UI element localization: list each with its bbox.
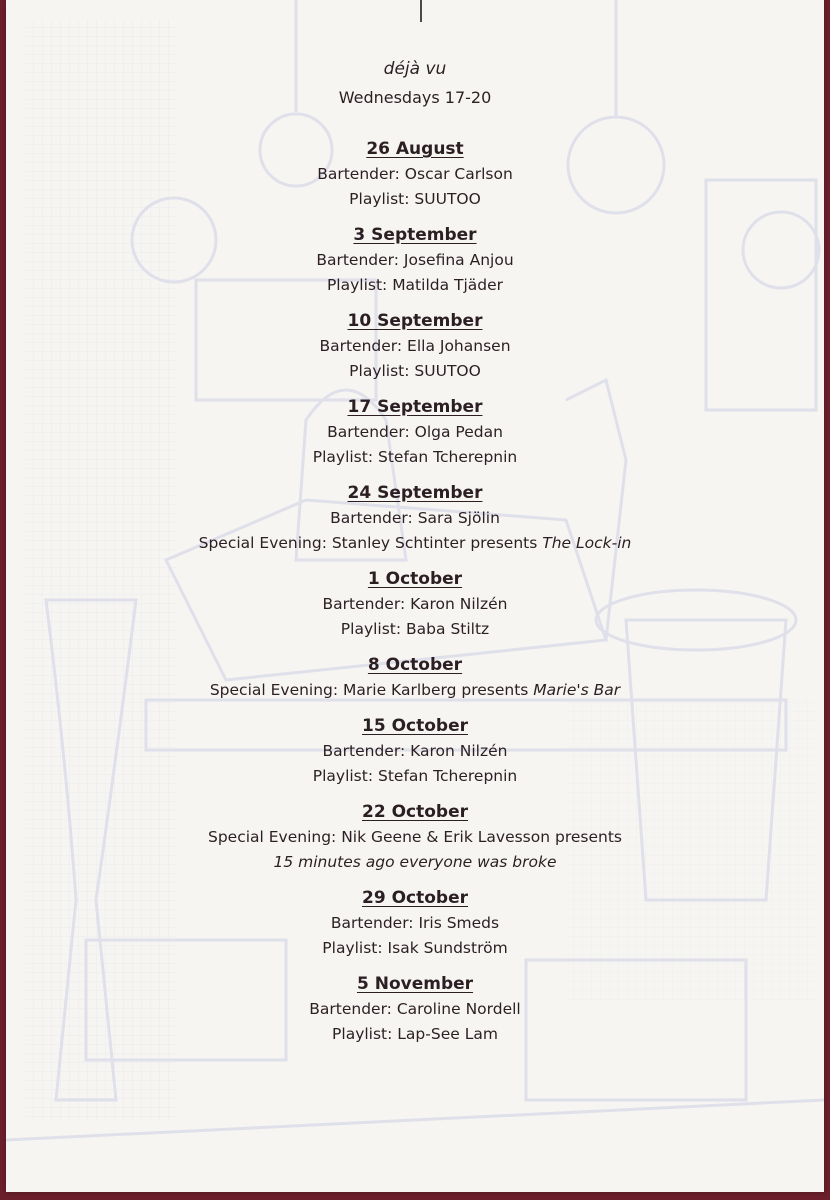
detail-value: Karon Nilzén xyxy=(410,595,508,613)
event-detail xyxy=(6,531,824,556)
detail-label: Playlist: xyxy=(322,939,388,957)
detail-label: Playlist: xyxy=(349,362,415,380)
event-list xyxy=(6,136,824,1047)
event-title: Marie's Bar xyxy=(533,681,621,699)
event-entry xyxy=(6,652,824,703)
detail-value: Matilda Tjäder xyxy=(392,276,504,294)
detail-value: Baba Stiltz xyxy=(406,620,490,638)
event-date: 8 October xyxy=(367,655,463,675)
detail-value: Stanley Schtinter presents xyxy=(331,534,543,552)
detail-value: Karon Nilzén xyxy=(410,742,508,760)
event-date: 5 November xyxy=(356,974,474,994)
detail-label: Bartender: xyxy=(322,742,411,760)
event-detail xyxy=(6,592,824,617)
detail-label: Bartender: xyxy=(330,509,418,527)
detail-value: SUUTOO xyxy=(414,362,481,380)
detail-value: Oscar Carlson xyxy=(404,165,513,183)
event-entry xyxy=(6,480,824,556)
event-detail xyxy=(6,420,824,445)
detail-label: Special Evening: xyxy=(209,681,344,699)
detail-value: Josefina Anjou xyxy=(403,251,514,269)
detail-label: Bartender: xyxy=(319,337,408,355)
opening-hours: Wednesdays 17-20 xyxy=(338,88,492,107)
detail-label: Bartender: xyxy=(327,423,415,441)
event-entry xyxy=(6,394,824,470)
event-date: 10 September xyxy=(347,311,483,331)
detail-value: Nik Geene & Erik Lavesson presents xyxy=(341,828,622,846)
detail-label: Bartender: xyxy=(309,1000,397,1018)
event-entry xyxy=(6,308,824,384)
event-detail xyxy=(6,825,824,850)
poster-sheet xyxy=(6,0,824,1192)
event-detail xyxy=(6,997,824,1022)
event-date: 22 October xyxy=(362,802,468,822)
event-title: The Lock-in xyxy=(542,534,632,552)
event-detail xyxy=(6,678,824,703)
detail-value: Lap-See Lam xyxy=(397,1025,498,1043)
event-detail xyxy=(6,187,824,212)
event-subtitle: 15 minutes ago everyone was broke xyxy=(273,853,557,871)
event-entry xyxy=(6,713,824,789)
detail-value: Olga Pedan xyxy=(414,423,503,441)
detail-label: Bartender: xyxy=(322,595,411,613)
event-date: 24 September xyxy=(347,483,483,503)
detail-value: Ella Johansen xyxy=(407,337,511,355)
detail-value: Stefan Tcherepnin xyxy=(378,448,518,466)
event-detail xyxy=(6,506,824,531)
detail-value: Caroline Nordell xyxy=(396,1000,521,1018)
detail-label: Playlist: xyxy=(312,448,378,466)
program-text xyxy=(6,56,824,1057)
detail-label: Playlist: xyxy=(326,276,393,294)
detail-value: Isak Sundström xyxy=(387,939,508,957)
event-date: 15 October xyxy=(362,716,468,736)
event-detail xyxy=(6,764,824,789)
event-detail xyxy=(6,359,824,384)
event-detail xyxy=(6,739,824,764)
detail-value: SUUTOO xyxy=(414,190,481,208)
event-entry xyxy=(6,136,824,212)
event-date: 26 August xyxy=(366,139,464,159)
detail-label: Playlist: xyxy=(312,767,378,785)
event-entry xyxy=(6,885,824,961)
hanging-pin xyxy=(420,0,422,22)
event-detail xyxy=(6,911,824,936)
event-detail xyxy=(6,1022,824,1047)
event-date: 29 October xyxy=(362,888,468,908)
detail-label: Special Evening: xyxy=(207,828,342,846)
event-detail xyxy=(6,445,824,470)
detail-value: Stefan Tcherepnin xyxy=(378,767,518,785)
event-date: 1 October xyxy=(367,569,463,589)
event-date: 17 September xyxy=(347,397,483,417)
event-detail xyxy=(6,936,824,961)
event-date: 3 September xyxy=(353,225,477,245)
detail-value: Iris Smeds xyxy=(418,914,500,932)
event-detail xyxy=(6,334,824,359)
event-detail xyxy=(6,248,824,273)
venue-title: déjà vu xyxy=(383,59,447,79)
detail-label: Bartender: xyxy=(330,914,419,932)
detail-label: Bartender: xyxy=(316,251,404,269)
detail-label: Playlist: xyxy=(332,1025,398,1043)
event-entry xyxy=(6,222,824,298)
event-detail xyxy=(6,273,824,298)
event-entry xyxy=(6,566,824,642)
detail-label: Special Evening: xyxy=(198,534,332,552)
event-detail xyxy=(6,617,824,642)
detail-value: Sara Sjölin xyxy=(417,509,500,527)
event-entry xyxy=(6,799,824,875)
event-detail xyxy=(6,162,824,187)
event-entry xyxy=(6,971,824,1047)
detail-label: Playlist: xyxy=(340,620,407,638)
detail-label: Bartender: xyxy=(317,165,405,183)
detail-value: Marie Karlberg presents xyxy=(343,681,534,699)
detail-label: Playlist: xyxy=(349,190,415,208)
